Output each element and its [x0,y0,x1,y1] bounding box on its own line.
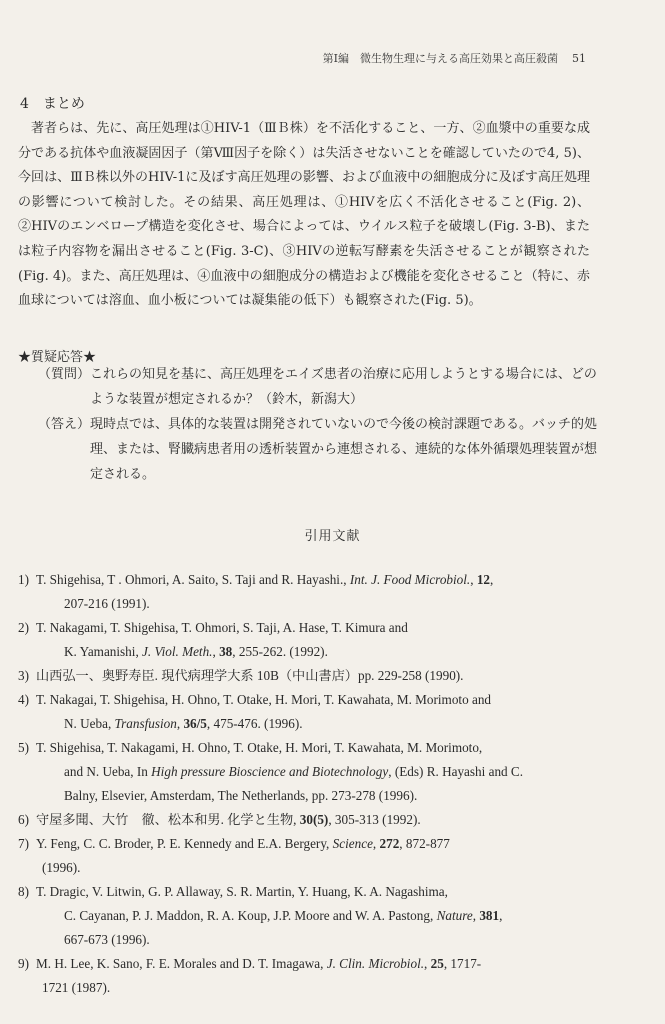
reference-item: 7) Y. Feng, C. C. Broder, P. E. Kennedy and E.A. Bergery, Science, 272, 872-877 (1996). [18,836,450,875]
reference-item: 5) T. Shigehisa, T. Nakagami, H. Ohno, T. Otake, H. Mori, T. Kawahata, M. Morimoto, and N. Ueba, In High pressure Bioscience and Biotechnology, (Eds) R. Hayashi and C. Balny, Elsevier, Amsterdam, The Netherlands, pp. 273-278 (1996). [18,740,524,803]
page-number: 51 [572,52,586,65]
qa-heading: ★質疑応答★ [18,350,97,365]
answer-label: （答え） [38,417,91,432]
reference-item: 6) 守屋多聞、大竹 徹、松本和男. 化学と生物, 30(5), 305-313 (1992). [18,812,421,827]
answer-text: 現時点では、具体的な装置は開発されていないので今後の検討課題である。バッチ的処理、または、腎臓病患者用の透析装置から連想される、連続的な体外循環処理装置が想定される。 [90,417,598,482]
summary-paragraph [18,117,590,314]
qa-answer [38,412,598,487]
reference-item: 1) T. Shigehisa, T . Ohmori, A. Saito, S. Taji and R. Hayashi., Int. J. Food Microbiol., 12, 207-216 (1991). [18,572,494,611]
running-header [0,50,586,66]
reference-item: 4) T. Nakagai, T. Shigehisa, H. Ohno, T. Otake, H. Mori, T. Kawahata, M. Morimoto and N. Ueba, Transfusion, 36/5, 475-476. (1996). [18,692,492,731]
reference-item: 8) T. Dragic, V. Litwin, G. P. Allaway, S. R. Martin, Y. Huang, K. A. Nagashima, C. Cayanan, P. J. Maddon, R. A. Koup, J.P. Moore and W. A. Pastong, Nature, 381, 667-673 (1996). [18,884,503,947]
question-text: これらの知見を基に、高圧処理をエイズ患者の治療に応用しようとする場合には、どのような装置が想定されるか？（鈴木，新潟大） [90,367,597,407]
reference-item: 2) T. Nakagami, T. Shigehisa, T. Ohmori, S. Taji, A. Hase, T. Kimura and K. Yamanishi, J. Viol. Meth., 38, 255-262. (1992). [18,620,408,659]
reference-item: 9) M. H. Lee, K. Sano, F. E. Morales and D. T. Imagawa, J. Clin. Microbiol., 25, 1717- 1721 (1987). [18,956,482,995]
question-label: （質問） [38,367,91,382]
summary-text: 著者らは、先に、高圧処理は①HIV-1（ⅢＢ株）を不活化すること、一方、②血漿中の重要な成分である抗体や血液凝固因子（第Ⅷ因子を除く）は失活させないことを確認していたので4, 5)、今回は、ⅢＢ株以外のHIV-1に及ぼす高圧処理の影響、および血液中の細胞成分に及ぼす高圧処理の影響について検討した。その結果、高圧処理は、①HIVを広く不活化させること(Fig. 2)、②HIVのエンベロープ構造を変化させ、場合によっては、ウイルス粒子を破壊し(Fig. 3-B)、または粒子内容物を漏出させること(Fig. 3-C)、③HIVの逆転写酵素を失活させることが観察された(Fig. 4)。また、高圧処理は、④血液中の細胞成分の構造および機能を変化させること（特に、赤血球については溶血、血小板については凝集能の低下）も観察された(Fig. 5)。 [18,121,590,309]
qa-question [38,362,598,412]
references-title: 引用文献 [304,529,361,544]
section-title: 4 まとめ [20,96,85,112]
chapter-title: 第Ⅰ編 微生物生理に与える高圧効果と高圧殺菌 [322,52,558,65]
reference-item: 3) 山西弘一、奥野寿臣. 現代病理学大系 10B（中山書店）pp. 229-258 (1990). [18,668,464,683]
